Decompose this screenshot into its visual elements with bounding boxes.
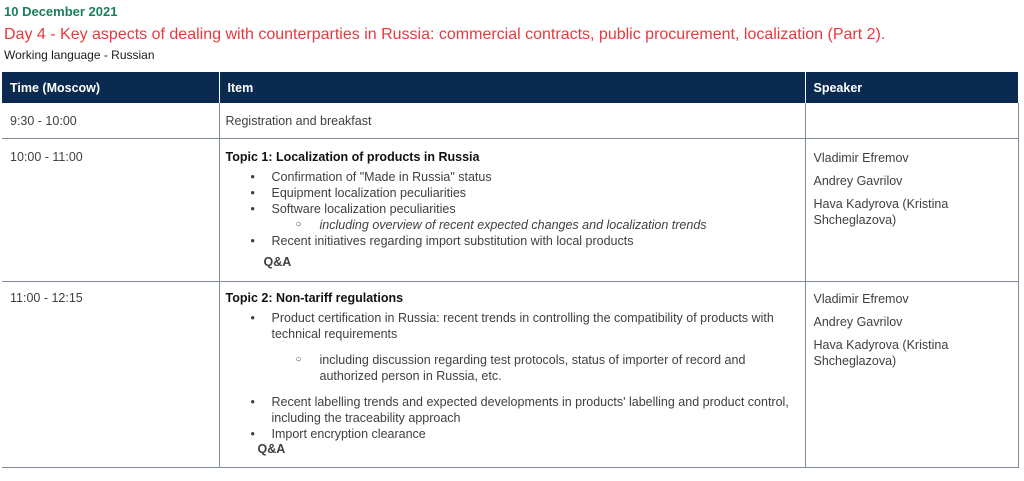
- list-item: • Import encryption clearance: [272, 426, 805, 442]
- working-language: Working language - Russian: [4, 48, 155, 62]
- column-header-time: Time (Moscow): [2, 72, 219, 103]
- time-cell: 10:00 - 11:00: [2, 138, 219, 281]
- item-cell: Registration and breakfast: [219, 103, 805, 138]
- sub-bullet-list: [272, 217, 805, 233]
- time-cell: 9:30 - 10:00: [2, 103, 219, 138]
- event-date: 10 December 2021: [4, 4, 118, 19]
- speaker-name: Hava Kadyrova (Kristina Shcheglazova): [813, 337, 949, 368]
- speaker-name: Vladimir Efremov: [813, 150, 909, 165]
- item-cell: [219, 138, 805, 281]
- speaker-name: Andrey Gavrilov: [813, 173, 903, 188]
- table-row: [2, 103, 1018, 138]
- column-header-speaker: Speaker: [805, 72, 1018, 103]
- speaker-name: Vladimir Efremov: [813, 291, 909, 306]
- speaker-name: Andrey Gavrilov: [813, 314, 903, 329]
- list-item-text: Software localization peculiarities: [271, 201, 456, 216]
- list-item: • Equipment localization peculiarities: [272, 185, 805, 201]
- list-item: [272, 201, 805, 233]
- speaker-cell: [805, 103, 1018, 138]
- speaker-cell: [805, 281, 1018, 467]
- sub-list-item: ○ including discussion regarding test protocols, status of importer of record and authorized person in Russia, etc.: [320, 352, 805, 384]
- sub-bullet-list: [272, 352, 805, 384]
- list-item: • Confirmation of "Made in Russia" status: [272, 169, 805, 185]
- table-row: [2, 281, 1018, 467]
- sub-list-item: ○ including overview of recent expected changes and localization trends: [320, 217, 805, 233]
- speaker-cell: [805, 138, 1018, 281]
- item-cell: [219, 281, 805, 467]
- table-row: [2, 138, 1018, 281]
- day-title: Day 4 - Key aspects of dealing with counterparties in Russia: commercial contracts, public procurement, localization (Part 2).: [4, 26, 886, 43]
- list-item: • Recent labelling trends and expected developments in products' labelling and product control, including the traceability approach: [272, 394, 805, 426]
- bullet-list: [226, 169, 805, 249]
- time-cell: 11:00 - 12:15: [2, 281, 219, 467]
- bullet-list: [226, 310, 805, 442]
- speaker-name: Hava Kadyrova (Kristina Shcheglazova): [813, 196, 949, 227]
- list-item: [272, 310, 805, 384]
- table-header-row: [2, 72, 1018, 103]
- topic-title: Topic 1: Localization of products in Russia: [225, 149, 480, 164]
- column-header-item: Item: [219, 72, 805, 103]
- qa-label: Q&A: [257, 441, 286, 456]
- qa-label: Q&A: [263, 254, 292, 269]
- list-item: • Recent initiatives regarding import substitution with local products: [272, 233, 805, 249]
- agenda-table: [2, 72, 1019, 468]
- topic-title: Topic 2: Non-tariff regulations: [225, 290, 404, 305]
- list-item-text: Product certification in Russia: recent trends in controlling the compatibility of products with technical requirements: [271, 310, 774, 341]
